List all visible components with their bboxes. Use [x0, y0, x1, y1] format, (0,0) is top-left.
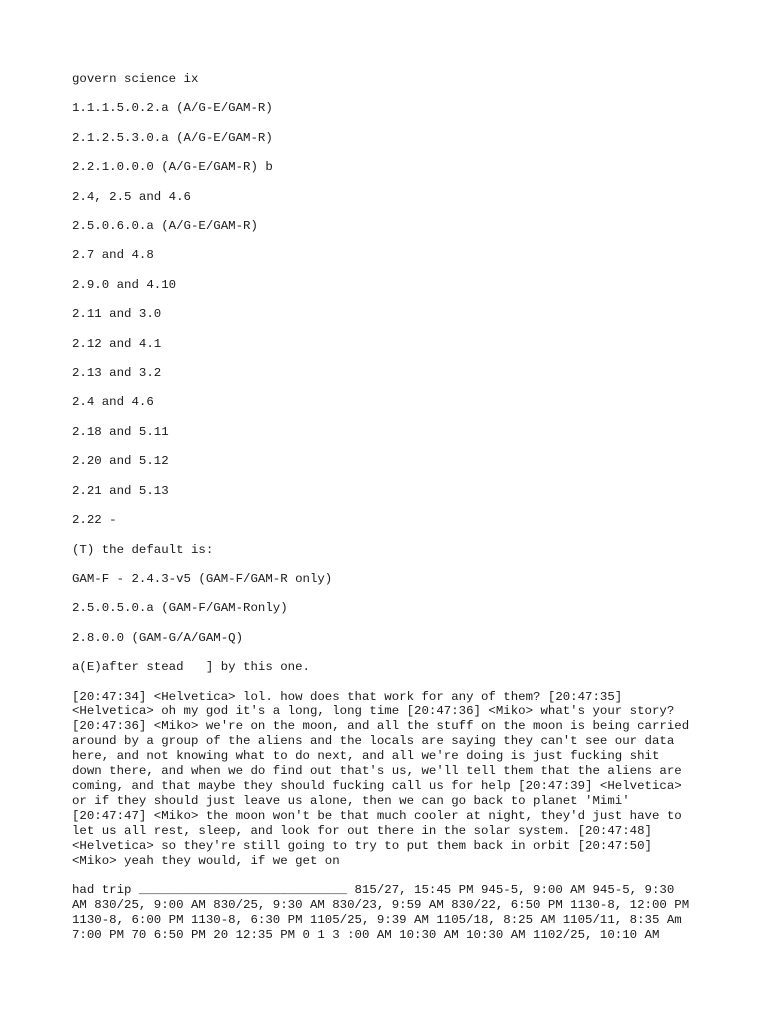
doc-line: 2.2.1.0.0.0 (A/G-E/GAM-R) b [72, 160, 273, 175]
chat-line: [20:47:34] <Helvetica> lol. how does that work for any of them? [20:47:35] [72, 689, 623, 704]
chat-line: <Helvetica> so they're still going to try to put them back in orbit [20:47:50] [72, 838, 652, 853]
doc-line: GAM-F - 2.4.3-v5 (GAM-F/GAM-R only) [72, 571, 333, 586]
doc-line: (T) the default is: [72, 542, 214, 557]
chat-line: <Helvetica> oh my god it's a long, long time [20:47:36] <Miko> what's your story? [72, 704, 675, 719]
doc-line-title: govern science ix [72, 72, 199, 86]
chat-line: [20:47:36] <Miko> we're on the moon, and all the stuff on the moon is being carried [72, 719, 690, 734]
doc-line: 2.11 and 3.0 [72, 307, 162, 322]
doc-line: a(E)after stead ] by this one. [72, 660, 310, 675]
schedule-line: had trip ____________________________ 815/27, 15:45 PM 945-5, 9:00 AM 945-5, 9:30 [72, 883, 675, 898]
schedule-line: 1130-8, 6:00 PM 1130-8, 6:30 PM 1105/25, 9:39 AM 1105/18, 8:25 AM 1105/11, 8:35 Am [72, 913, 682, 928]
chat-line: here, and not knowing what to do next, and all we're doing is just fucking shit [72, 749, 660, 764]
schedule-line: 7:00 PM 70 6:50 PM 20 12:35 PM 0 1 3 :00 AM 10:30 AM 10:30 AM 1102/25, 10:10 AM [72, 928, 660, 943]
doc-line: 2.12 and 4.1 [72, 336, 162, 351]
chat-line: coming, and that maybe they should fucking call us for help [20:47:39] <Helvetica> [72, 778, 682, 793]
doc-line: 2.7 and 4.8 [72, 248, 154, 263]
doc-line: 2.22 - [72, 513, 117, 528]
chat-line: down there, and when we do find out that's us, we'll tell them that the aliens are [72, 764, 682, 779]
schedule-paragraph [72, 883, 702, 943]
doc-line: 2.4 and 4.6 [72, 395, 154, 410]
chat-line: [20:47:47] <Miko> the moon won't be that much cooler at night, they'd just have to [72, 808, 682, 823]
doc-line: 2.1.2.5.3.0.a (A/G-E/GAM-R) [72, 130, 273, 145]
doc-line: 2.13 and 3.2 [72, 366, 162, 381]
doc-line: 2.4, 2.5 and 4.6 [72, 189, 191, 204]
chat-line: let us all rest, sleep, and look for out there in the solar system. [20:47:48] [72, 823, 652, 838]
doc-line: 2.5.0.6.0.a (A/G-E/GAM-R) [72, 219, 258, 234]
schedule-line: AM 830/25, 9:00 AM 830/25, 9:30 AM 830/23, 9:59 AM 830/22, 6:50 PM 1130-8, 12:00 PM [72, 898, 690, 913]
doc-line: 1.1.1.5.0.2.a (A/G-E/GAM-R) [72, 101, 273, 116]
document-page [72, 72, 702, 958]
doc-line: 2.20 and 5.12 [72, 454, 169, 469]
doc-line: 2.21 and 5.13 [72, 483, 169, 498]
chat-line: <Miko> yeah they would, if we get on [72, 853, 340, 868]
doc-line: 2.18 and 5.11 [72, 424, 169, 439]
doc-line: 2.8.0.0 (GAM-G/A/GAM-Q) [72, 630, 244, 645]
chat-line: around by a group of the aliens and the locals are saying they can't see our data [72, 734, 675, 749]
chat-log-paragraph [72, 690, 702, 869]
doc-line: 2.9.0 and 4.10 [72, 277, 177, 292]
doc-line: 2.5.0.5.0.a (GAM-F/GAM-Ronly) [72, 601, 288, 616]
chat-line: or if they should just leave us alone, then we can go back to planet 'Mimi' [72, 793, 630, 808]
